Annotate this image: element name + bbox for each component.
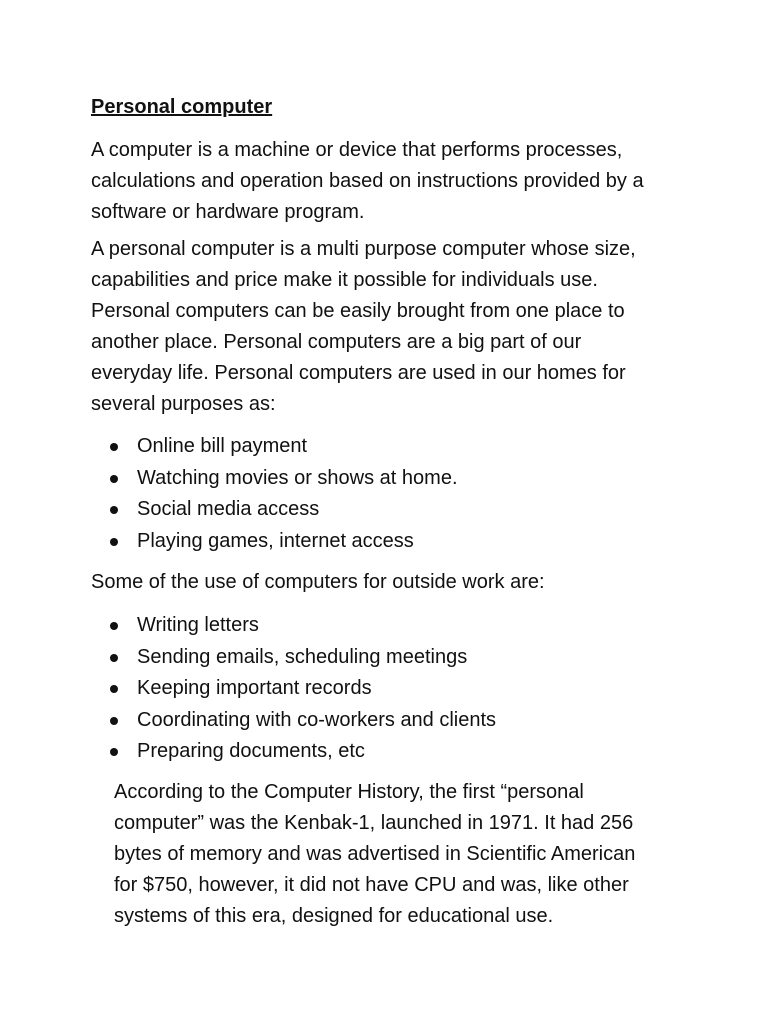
- text-line: capabilities and price make it possible for individuals use.: [91, 269, 598, 291]
- outside-work-intro: [91, 567, 545, 598]
- text-line: Some of the use of computers for outside work are:: [91, 571, 545, 593]
- list-item: Preparing documents, etc: [91, 736, 496, 768]
- text-line: computer” was the Kenbak-1, launched in 1971. It had 256: [114, 812, 634, 834]
- text-line: systems of this era, designed for educational use.: [114, 905, 554, 927]
- document-title: Personal computer: [91, 96, 273, 118]
- paragraph-computer-definition: [91, 135, 644, 228]
- list-item: Sending emails, scheduling meetings: [91, 642, 496, 674]
- list-item: Writing letters: [91, 610, 496, 642]
- text-line: software or hardware program.: [91, 201, 365, 223]
- text-line: for $750, however, it did not have CPU and was, like other: [114, 874, 629, 896]
- list-item: Social media access: [91, 494, 458, 526]
- text-line: calculations and operation based on instructions provided by a: [91, 170, 644, 192]
- list-item: Coordinating with co-workers and clients: [91, 705, 496, 737]
- text-line: According to the Computer History, the first “personal: [114, 781, 584, 803]
- list-item: Playing games, internet access: [91, 526, 458, 558]
- text-line: another place. Personal computers are a big part of our: [91, 331, 582, 353]
- outside-uses-list: [91, 610, 496, 768]
- text-line: A personal computer is a multi purpose computer whose size,: [91, 238, 636, 260]
- home-uses-list: [91, 431, 458, 557]
- paragraph-computer-history: [114, 777, 635, 932]
- list-item: Online bill payment: [91, 431, 458, 463]
- text-line: Personal computers can be easily brought from one place to: [91, 300, 625, 322]
- text-line: everyday life. Personal computers are used in our homes for: [91, 362, 626, 384]
- paragraph-personal-computer: [91, 234, 636, 420]
- text-line: several purposes as:: [91, 393, 276, 415]
- text-line: bytes of memory and was advertised in Scientific American: [114, 843, 636, 865]
- list-item: Keeping important records: [91, 673, 496, 705]
- list-item: Watching movies or shows at home.: [91, 463, 458, 495]
- text-line: A computer is a machine or device that performs processes,: [91, 139, 623, 161]
